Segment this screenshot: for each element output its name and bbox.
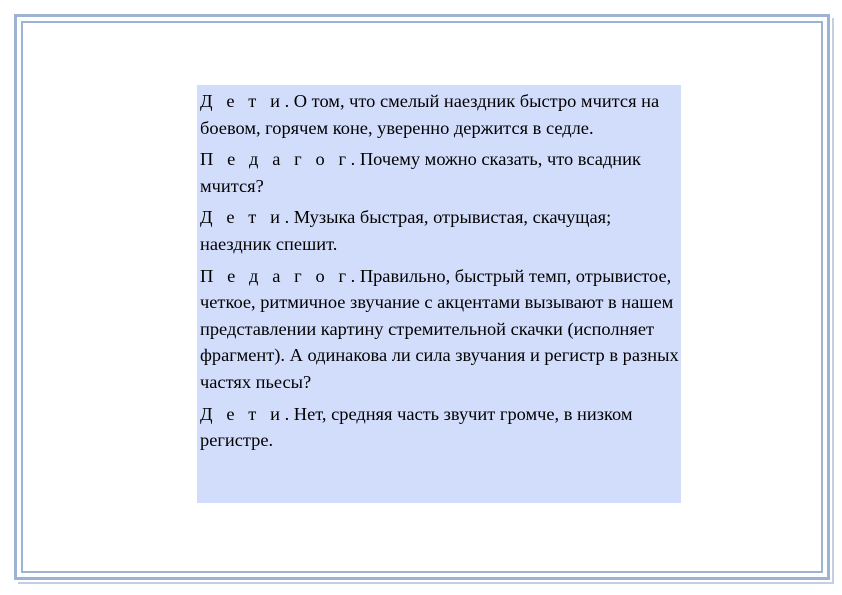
dialogue-paragraph-teacher-2 xyxy=(200,263,679,396)
dialogue-textbox xyxy=(197,85,681,503)
speaker-label: П е д а г о г xyxy=(200,265,351,286)
speaker-label: Д е т и xyxy=(200,207,285,228)
dialogue-paragraph-teacher-1 xyxy=(200,146,679,199)
dialogue-paragraph-children-2 xyxy=(200,204,679,257)
speaker-label: П е д а г о г xyxy=(200,149,351,170)
dialogue-text: . Нет, средняя часть звучит громче, в низком регистре. xyxy=(200,403,633,451)
dialogue-paragraph-children-1 xyxy=(200,88,679,141)
dialogue-text: . Музыка быстрая, отрывистая, скачущая; наездник спешит. xyxy=(200,207,612,254)
dialogue-text: . Почему можно сказать, что всадник мчится? xyxy=(200,149,641,196)
speaker-label: Д е т и xyxy=(200,91,285,111)
dialogue-text: . Правильно, быстрый темп, отрывистое, четкое, ритмичное звучание с акцентами вызывают в нашем представлении картину стремительной скачки (исполняет фрагмент). А одинакова ли сила звучания и регистр в разных частях пьесы? xyxy=(200,265,679,392)
speaker-label: Д е т и xyxy=(200,403,285,424)
dialogue-paragraph-children-3 xyxy=(200,401,679,454)
dialogue-text: . О том, что смелый наездник быстро мчится на боевом, горячем коне, уверенно держится в седле. xyxy=(200,91,660,138)
